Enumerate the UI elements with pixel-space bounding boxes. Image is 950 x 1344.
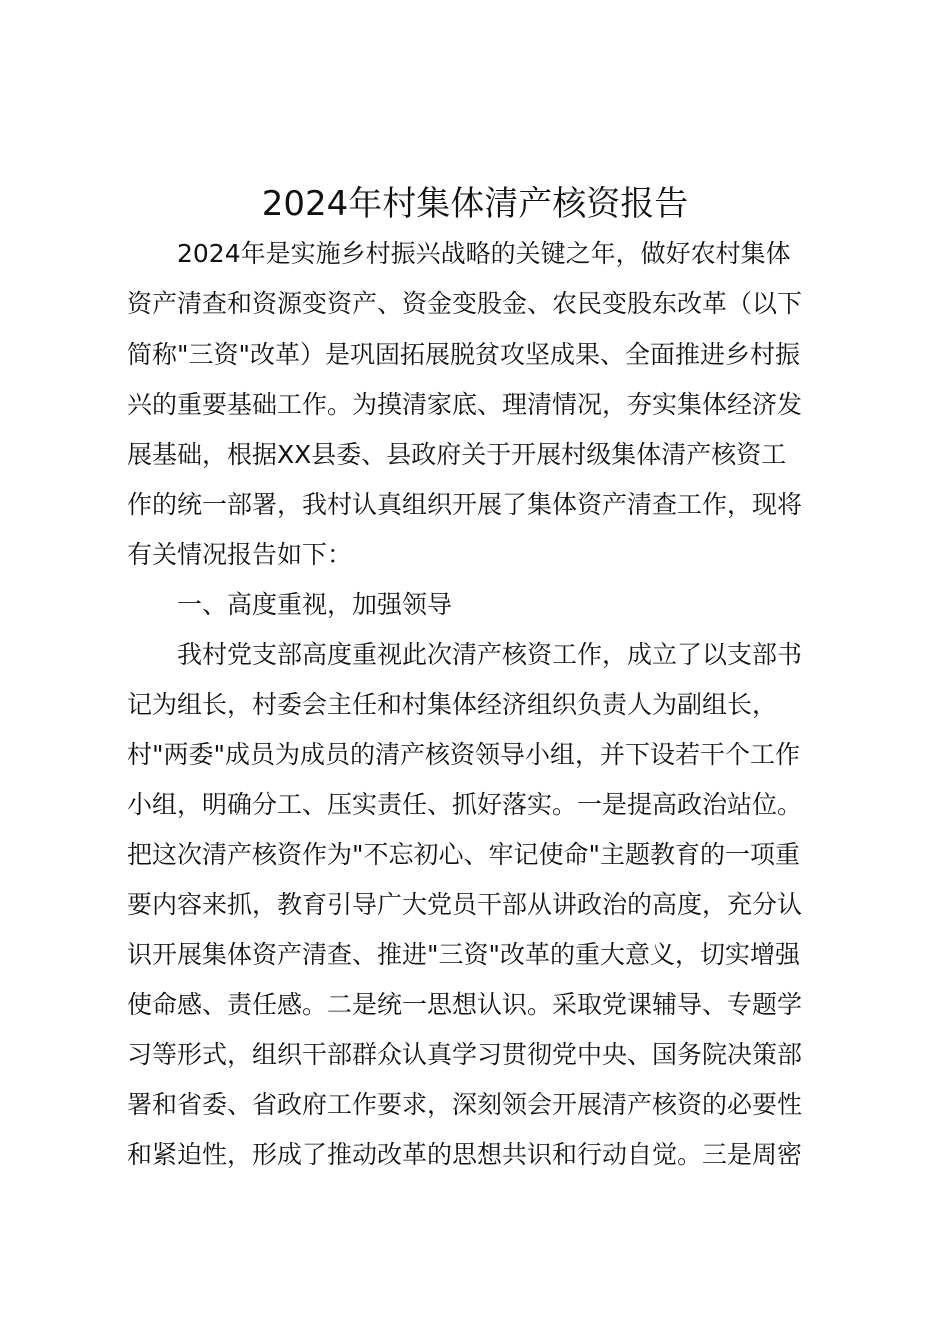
paragraph-line: 2024年是实施乡村振兴战略的关键之年，做好农村集体 xyxy=(177,239,791,268)
paragraph-line: 署和省委、省政府工作要求，深刻领会开展清产核资的必要性 xyxy=(127,1090,803,1119)
paragraph-line: 要内容来抓，教育引导广大党员干部从讲政治的高度，充分认 xyxy=(127,890,803,919)
paragraph-line: 展基础，根据XX县委、县政府关于开展村级集体清产核资工 xyxy=(127,440,787,469)
paragraph-line: 资产清查和资源变资产、资金变股金、农民变股东改革（以下 xyxy=(127,289,803,318)
paragraph-line: 简称"三资"改革）是巩固拓展脱贫攻坚成果、全面推进乡村振 xyxy=(127,340,801,369)
paragraph-line: 村"两委"成员为成员的清产核资领导小组，并下设若干个工作 xyxy=(127,740,801,769)
paragraph-line: 兴的重要基础工作。为摸清家底、理清情况，夯实集体经济发 xyxy=(127,390,803,419)
paragraph-line: 和紧迫性，形成了推动改革的思想共识和行动自觉。三是周密 xyxy=(127,1140,803,1169)
section-heading: 一、高度重视，加强领导 xyxy=(177,590,453,619)
paragraph-line: 有关情况报告如下： xyxy=(127,540,353,569)
paragraph-line: 使命感、责任感。二是统一思想认识。采取党课辅导、专题学 xyxy=(127,990,803,1019)
paragraph-line: 识开展集体资产清查、推进"三资"改革的重大意义，切实增强 xyxy=(127,940,801,969)
paragraph-line: 我村党支部高度重视此次清产核资工作，成立了以支部书 xyxy=(177,640,803,669)
paragraph-line: 习等形式，组织干部群众认真学习贯彻党中央、国务院决策部 xyxy=(127,1040,803,1069)
paragraph-line: 小组，明确分工、压实责任、抓好落实。一是提高政治站位。 xyxy=(127,790,803,819)
paragraph-line: 作的统一部署，我村认真组织开展了集体资产清查工作，现将 xyxy=(127,490,803,519)
paragraph-line: 记为组长，村委会主任和村集体经济组织负责人为副组长， xyxy=(127,690,778,719)
document-title: 2024年村集体清产核资报告 xyxy=(261,184,689,224)
paragraph-line: 把这次清产核资作为"不忘初心、牢记使命"主题教育的一项重 xyxy=(127,840,801,869)
